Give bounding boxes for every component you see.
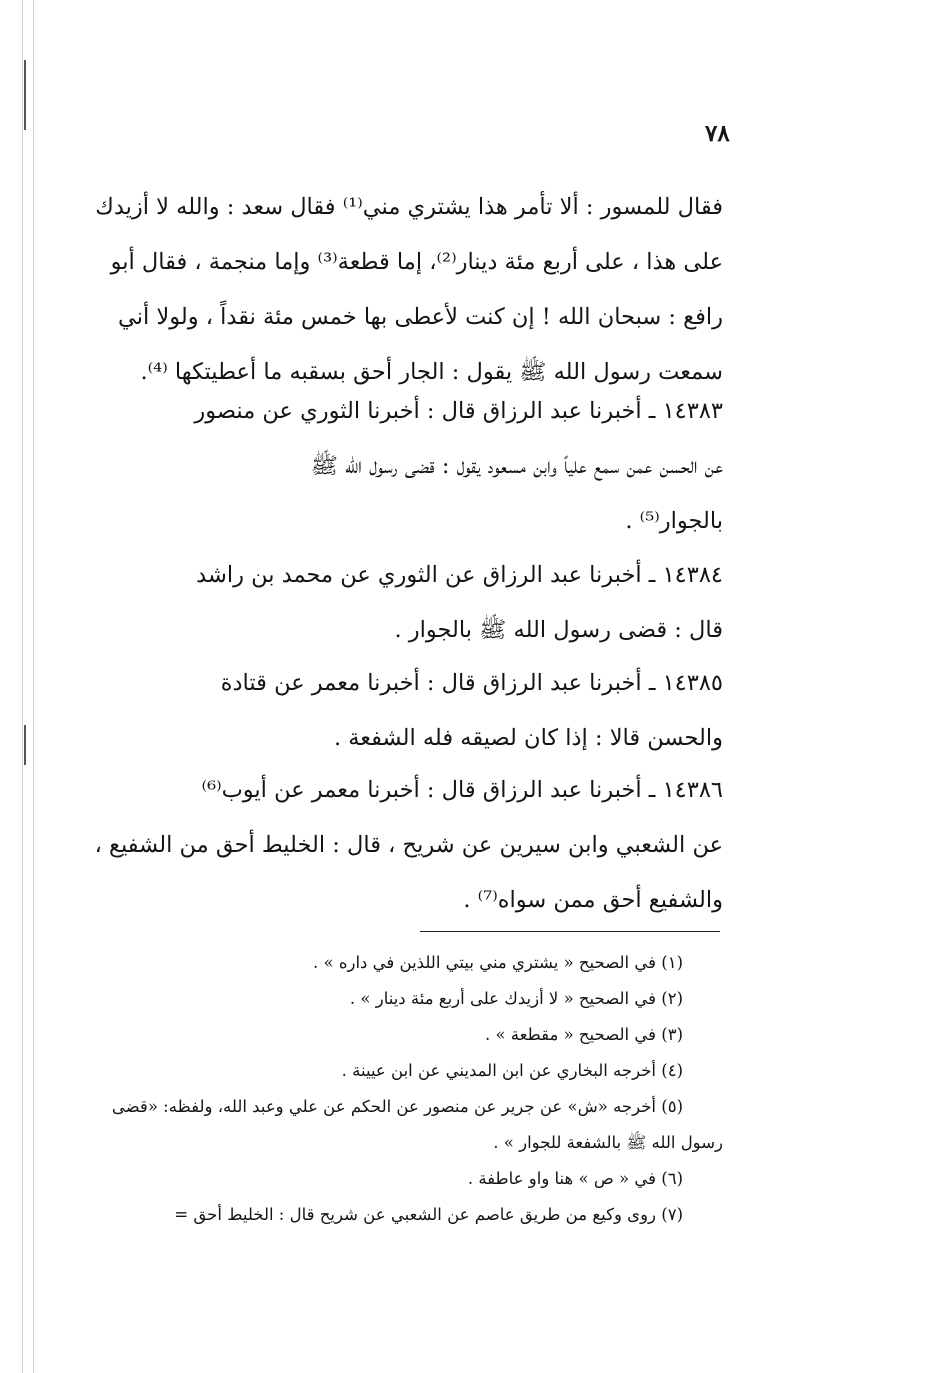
text-line: ١٤٣٨٤ ـ أخبرنا عبد الرزاق عن الثوري عن محمد بن راشد bbox=[196, 562, 723, 588]
footnote-separator bbox=[420, 931, 720, 932]
text-line: عن الحسن عمن سمع علياً وابن مسعود يقول : قضى رسول الله ﷺ bbox=[310, 453, 723, 479]
footnote-7: (٧) روى وكيع من طريق عاصم عن الشعبي عن شريح قال : الخليط أحق = bbox=[174, 1205, 683, 1224]
gutter-mark bbox=[24, 725, 26, 765]
footnote-3: (٣) في الصحيح « مقطعة » . bbox=[484, 1025, 683, 1044]
footnote-6: (٦) في « ص » هنا واو عاطفة . bbox=[467, 1169, 683, 1188]
hadith-14383 bbox=[55, 384, 723, 549]
continuation-paragraph bbox=[55, 180, 723, 400]
footnote-5-continuation: رسول الله ﷺ بالشفعة للجوار » . bbox=[493, 1133, 723, 1152]
text-line: فقال للمسور : ألا تأمر هذا يشتري مني⁽¹⁾ فقال سعد : والله لا أزيدك bbox=[95, 194, 723, 220]
text-line: رافع : سبحان الله ! إن كنت لأعطى بها خمس مئة نقداً ، ولولا أني bbox=[117, 304, 723, 330]
footnote-2: (٢) في الصحيح « لا أزيدك على أربع مئة دينار » . bbox=[349, 989, 683, 1008]
footnote-1: (١) في الصحيح « يشتري مني بيتي اللذين في داره » . bbox=[313, 953, 683, 972]
gutter-line bbox=[33, 0, 34, 1373]
footnote-4: (٤) أخرجه البخاري عن ابن المديني عن ابن عيينة . bbox=[341, 1061, 683, 1080]
gutter-mark bbox=[24, 60, 26, 130]
hadith-14386 bbox=[55, 763, 723, 928]
text-line: على هذا ، على أربع مئة دينار⁽²⁾، إما قطعة⁽³⁾ وإما منجمة ، فقال أبو bbox=[110, 249, 723, 275]
footnotes bbox=[55, 945, 723, 1233]
text-line: عن الشعبي وابن سيرين عن شريح ، قال : الخليط أحق من الشفيع ، bbox=[94, 832, 723, 858]
footnote-5: (٥) أخرجه «ش» عن جرير عن منصور عن الحكم عن علي وعبد الله، ولفظه: «قضى bbox=[111, 1097, 683, 1116]
text-line: ١٤٣٨٦ ـ أخبرنا عبد الرزاق قال : أخبرنا معمر عن أيوب⁽⁶⁾ bbox=[201, 777, 723, 803]
page-number: ٧٨ bbox=[705, 120, 730, 147]
text-line: بالجوار⁽⁵⁾ . bbox=[625, 508, 723, 534]
text-line: ١٤٣٨٥ ـ أخبرنا عبد الرزاق قال : أخبرنا معمر عن قتادة bbox=[220, 670, 723, 696]
text-line: والحسن قالا : إذا كان لصيقه فله الشفعة . bbox=[333, 725, 723, 751]
hadith-14384 bbox=[55, 548, 723, 658]
text-line: سمعت رسول الله ﷺ يقول : الجار أحق بسقبه ما أعطيتكها ⁽⁴⁾. bbox=[140, 359, 723, 385]
text-line: والشفيع أحق ممن سواه⁽⁷⁾ . bbox=[463, 887, 723, 913]
text-line: قال : قضى رسول الله ﷺ بالجوار . bbox=[394, 617, 723, 643]
text-line: ١٤٣٨٣ ـ أخبرنا عبد الرزاق قال : أخبرنا الثوري عن منصور bbox=[194, 398, 723, 424]
gutter-line bbox=[22, 0, 23, 1373]
hadith-14385 bbox=[55, 656, 723, 766]
